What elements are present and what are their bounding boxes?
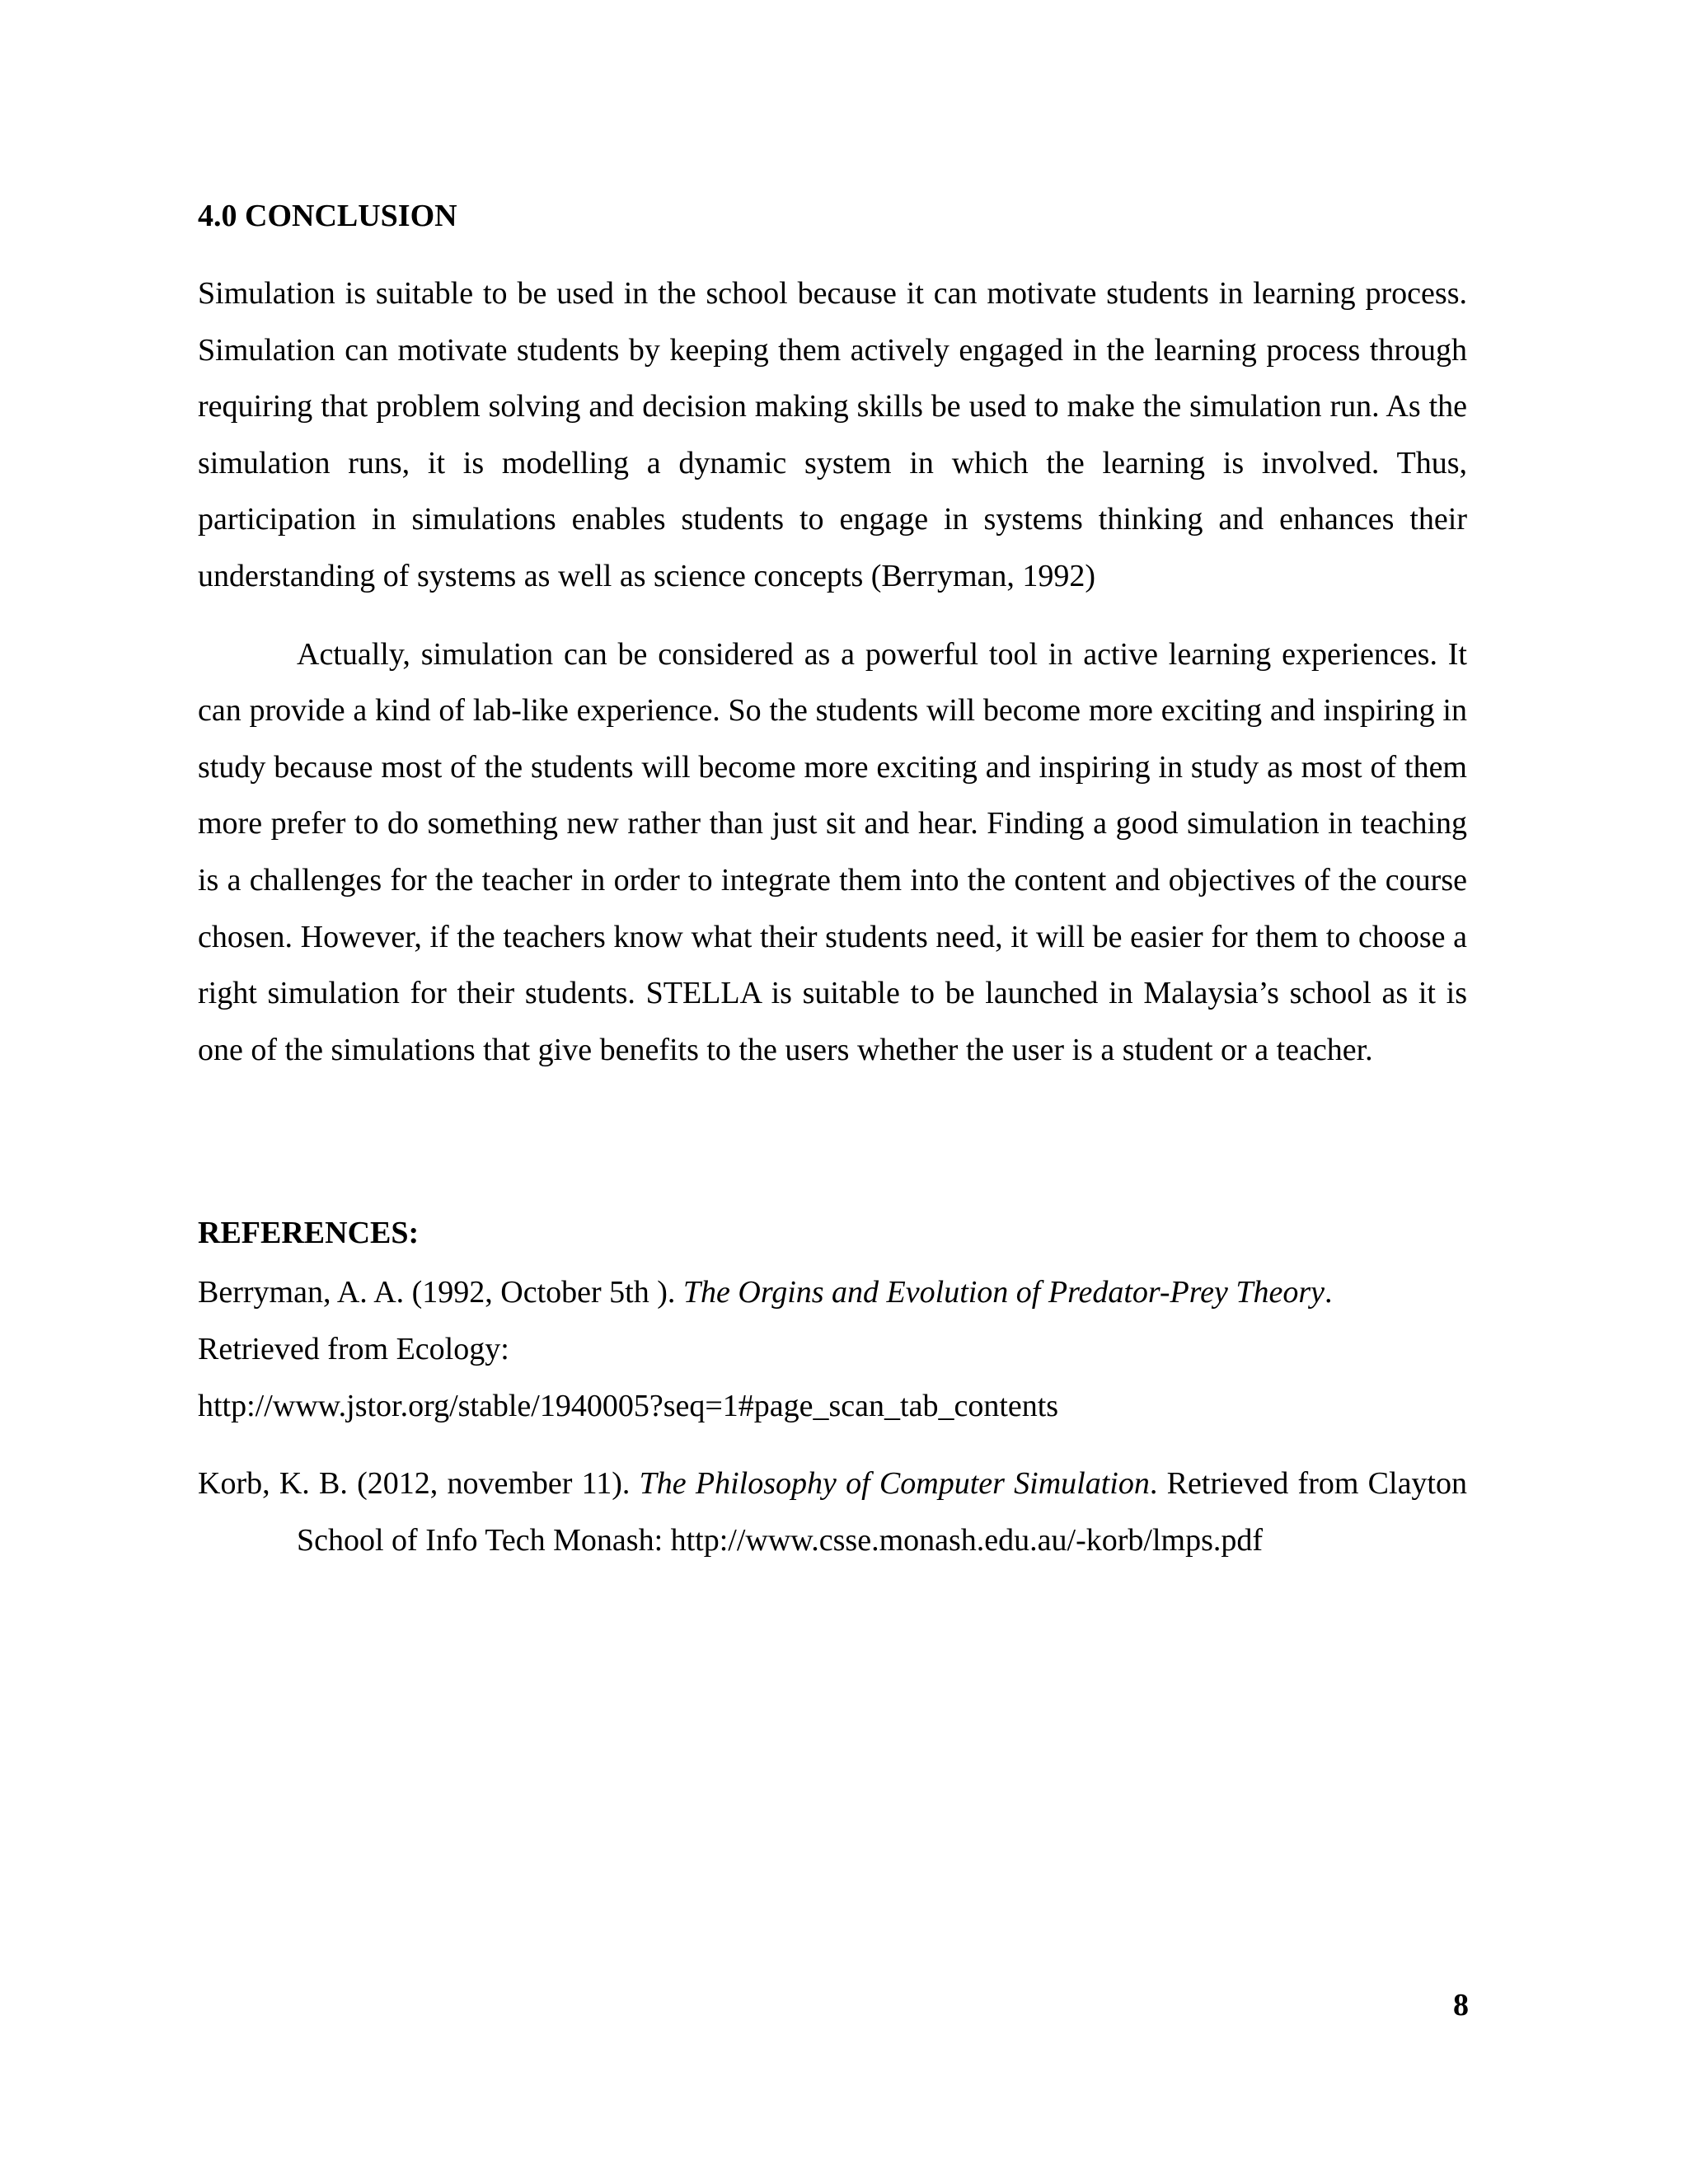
page-number: 8 bbox=[1453, 1988, 1469, 2022]
reference-title: The Orgins and Evolution of Predator-Prey Theory bbox=[682, 1275, 1325, 1310]
page-content bbox=[198, 191, 1467, 1568]
references-heading: REFERENCES: bbox=[198, 1216, 420, 1251]
reference-after-title: . bbox=[1325, 1275, 1333, 1310]
reference-url: http://www.jstor.org/stable/1940005?seq=1#page_scan_tab_contents bbox=[198, 1388, 1059, 1423]
reference-author-date: Berryman, A. A. (1992, October 5th ). bbox=[198, 1275, 683, 1310]
reference-retrieved: Retrieved from Ecology: bbox=[198, 1331, 509, 1366]
paragraph-1: Simulation is suitable to be used in the school because it can motivate students in learning process. Simulation can motivate students by keeping them actively engaged in the learning process through requiring that problem solving and decision making skills be used to make the simulation run. As the simulation runs, it is modelling a dynamic system in which the learning is involved. Thus, participation in simulations enables students to engage in systems thinking and enhances their understanding of systems as well as science concepts (Berryman, 1992) bbox=[198, 276, 1467, 593]
section-heading: 4.0 CONCLUSION bbox=[198, 199, 457, 233]
reference-title: The Philosophy of Computer Simulation bbox=[639, 1466, 1150, 1502]
reference-after-title: . Retrieved from Clayton School of Info Tech Monash: http://www.csse.monash.edu.au/-korb/lmps.pdf bbox=[297, 1466, 1467, 1558]
paragraph-2: Actually, simulation can be considered as a powerful tool in active learning experiences. It can provide a kind of lab-like experience. So the students will become more exciting and inspiring in study because most of the students will become more exciting and inspiring in study as most of them more prefer to do something new rather than just sit and hear. Finding a good simulation in teaching is a challenges for the teacher in order to integrate them into the content and objectives of the course chosen. However, if the teachers know what their students need, it will be easier for them to choose a right simulation for their students. STELLA is suitable to be launched in Malaysia’s school as it is one of the simulations that give benefits to the users whether the user is a student or a teacher. bbox=[198, 636, 1467, 1067]
reference-korb bbox=[198, 1455, 1467, 1568]
reference-berryman bbox=[198, 1264, 1467, 1434]
reference-author-date: Korb, K. B. (2012, november 11). bbox=[198, 1466, 640, 1502]
